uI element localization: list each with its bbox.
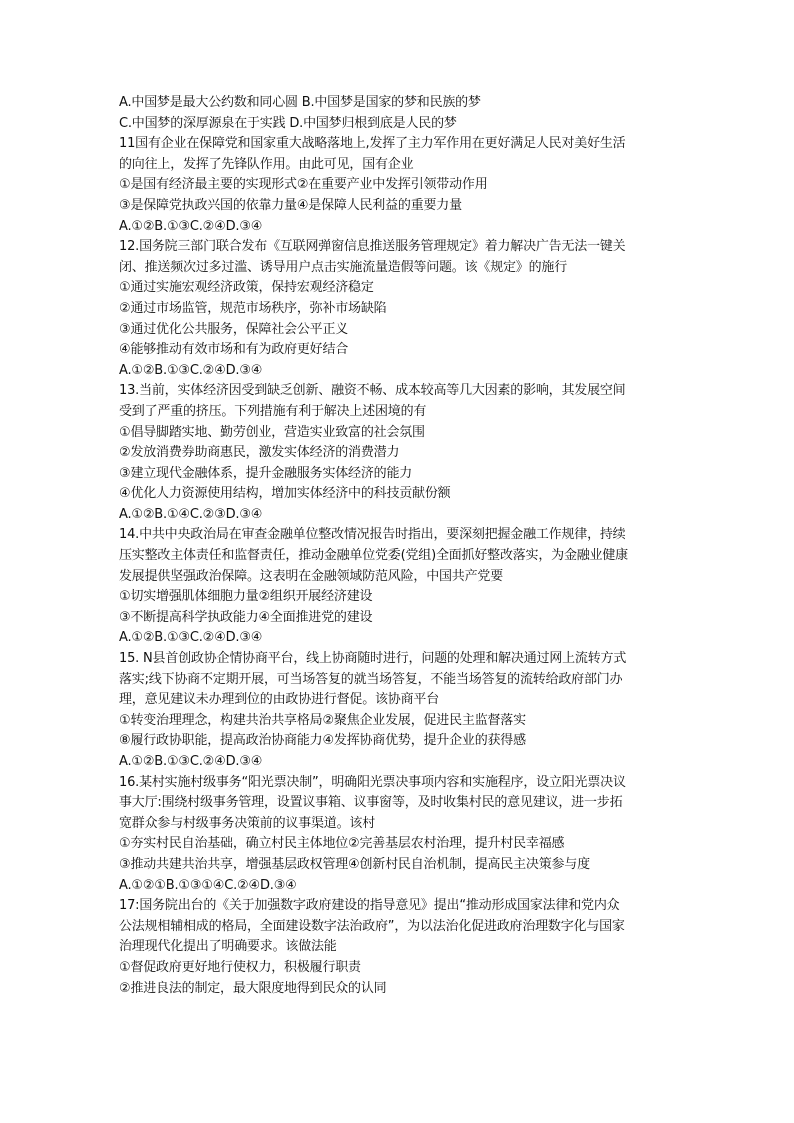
question-12-statement: ①通过实施宏观经济政策，保持宏观经济稳定 <box>119 280 374 296</box>
question-16-statement: ①夯实村民自治基础，确立村民主体地位②完善基层农村治理，提升村民幸福感 <box>119 836 565 852</box>
question-14-stem: 压实整改主体责任和监督责任，推动金融单位党委(党组)全面抓好整改落实，为金融业健康 <box>119 548 628 564</box>
question-17-stem: 治理现代化提出了明确要求。该做法能 <box>119 939 337 955</box>
document-page <box>119 93 703 999</box>
question-16-stem: 宽群众参与村级事务决策前的议事渠道。该村 <box>119 815 376 831</box>
question-11-options: A.①②B.①③C.②④D.③④ <box>119 218 263 234</box>
question-17-statement: ①督促政府更好地行使权力，积极履行职责 <box>119 959 361 975</box>
question-13-stem: 13.当前，实体经济因受到缺乏创新、融资不畅、成本较高等几大因素的影响，其发展空间 <box>119 383 626 399</box>
question-12-statement: ③通过优化公共服务，保障社会公平正义 <box>119 321 349 337</box>
question-12-statement: ②通过市场监管，规范市场秩序，弥补市场缺陷 <box>119 300 387 316</box>
question-15-stem: 落实;线下协商不定期开展，可当场答复的就当场答复，不能当场答复的流转给政府部门办 <box>119 671 623 687</box>
question-15-options: A.①②B.①③C.②④D.③④ <box>119 754 263 769</box>
question-12-options: A.①②B.①③C.②④D.③④ <box>119 362 263 378</box>
question-16-options: A.①②①B.①③①④C.②④D.③④ <box>119 877 297 893</box>
question-17-stem: 公法规相辅相成的格局，全面建设数字法治政府”，为以法治化促进政府治理数字化与国家 <box>119 918 625 934</box>
question-13-stem: 受到了严重的挤压。下列措施有利于解决上述困境的有 <box>119 403 427 419</box>
question-15-statement: ⑧履行政协职能，提高政治协商能力④发挥协商优势，提升企业的获得感 <box>119 733 526 749</box>
question-14-statement: ①切实增强肌体细胞力量②组织开展经济建设 <box>119 589 373 605</box>
question-16-statement: ③推动共建共治共享，增强基层政权管理④创新村民自治机制，提高民主决策参与度 <box>119 856 590 872</box>
question-15-stem: 理，意见建议未办理到位的由政协进行督促。该协商平台 <box>119 692 440 708</box>
question-12-stem: 闭、推送频次过多过滥、诱导用户点击实施流量造假等问题。该《规定》的施行 <box>119 259 568 275</box>
question-13-statement: ②发放消费券助商惠民，激发实体经济的消费潜力 <box>119 445 400 461</box>
question-14-stem: 发展提供坚强政治保障。这表明在金融领域防范风险，中国共产党要 <box>119 568 504 584</box>
question-11-statement: ①是国有经济最主要的实现形式②在重要产业中发挥引领带动作用 <box>119 177 488 193</box>
question-17-stem: 17:国务院出台的《关于加强数字政府建设的指导意见》提出“推动形成国家法律和党内众 <box>119 898 620 914</box>
question-14-options: A.①②B.①③C.②④D.③④ <box>119 630 263 646</box>
question-11-stem: 11国有企业在保障党和国家重大战略落地上,发挥了主力军作用在更好满足人民对美好生活 <box>119 136 626 152</box>
question-13-statement: ①倡导脚踏实地、勤劳创业，营造实业致富的社会氛围 <box>119 424 425 440</box>
question-17-statement: ②推进良法的制定，最大限度地得到民众的认同 <box>119 980 387 996</box>
question-14-statement: ③不断提高科学执政能力④全面推进党的建设 <box>119 609 373 625</box>
question-11-statement: ③是保障党执政兴国的依靠力量④是保障人民利益的重要力量 <box>119 197 462 213</box>
question-11-stem: 的向往上，发挥了先锋队作用。由此可见，国有企业 <box>119 156 414 172</box>
question-13-statement: ④优化人力资源使用结构，增加实体经济中的科技贡献份额 <box>119 486 451 502</box>
question-16-stem: 事大厅:围绕村级事务管理，设置议事箱、议事窗等，及时收集村民的意见建议，进一步拓 <box>119 795 623 811</box>
question-13-options: A.①②B.①④C.②③D.③④ <box>119 506 263 522</box>
question-15-stem: 15. N县首创政协企情协商平台，线上协商随时进行，问题的处理和解决通过网上流转方式 <box>119 651 627 667</box>
question-15-statement: ①转变治理理念，构建共治共享格局②聚焦企业发展，促进民主监督落实 <box>119 712 526 728</box>
question-12-stem: 12.国务院三部门联合发布《互联网弹窗信息推送服务管理规定》着力解决广告无法一键关 <box>119 239 626 255</box>
question-16-stem: 16.某村实施村级事务“阳光票决制”，明确阳光票决事项内容和实施程序，设立阳光票决议 <box>119 774 626 790</box>
question-12-statement: ④能够推动有效市场和有为政府更好结合 <box>119 342 349 358</box>
option-line: C.中国梦的深厚源泉在于实践 D.中国梦归根到底是人民的梦 <box>119 115 457 131</box>
question-14-stem: 14.中共中央政治局在审查金融单位整改情况报告时指出，要深刻把握金融工作规律，持续 <box>119 527 626 543</box>
question-13-statement: ③建立现代金融体系，提升金融服务实体经济的能力 <box>119 465 413 481</box>
option-line: A.中国梦是最大公约数和同心圆 B.中国梦是国家的梦和民族的梦 <box>119 95 481 110</box>
